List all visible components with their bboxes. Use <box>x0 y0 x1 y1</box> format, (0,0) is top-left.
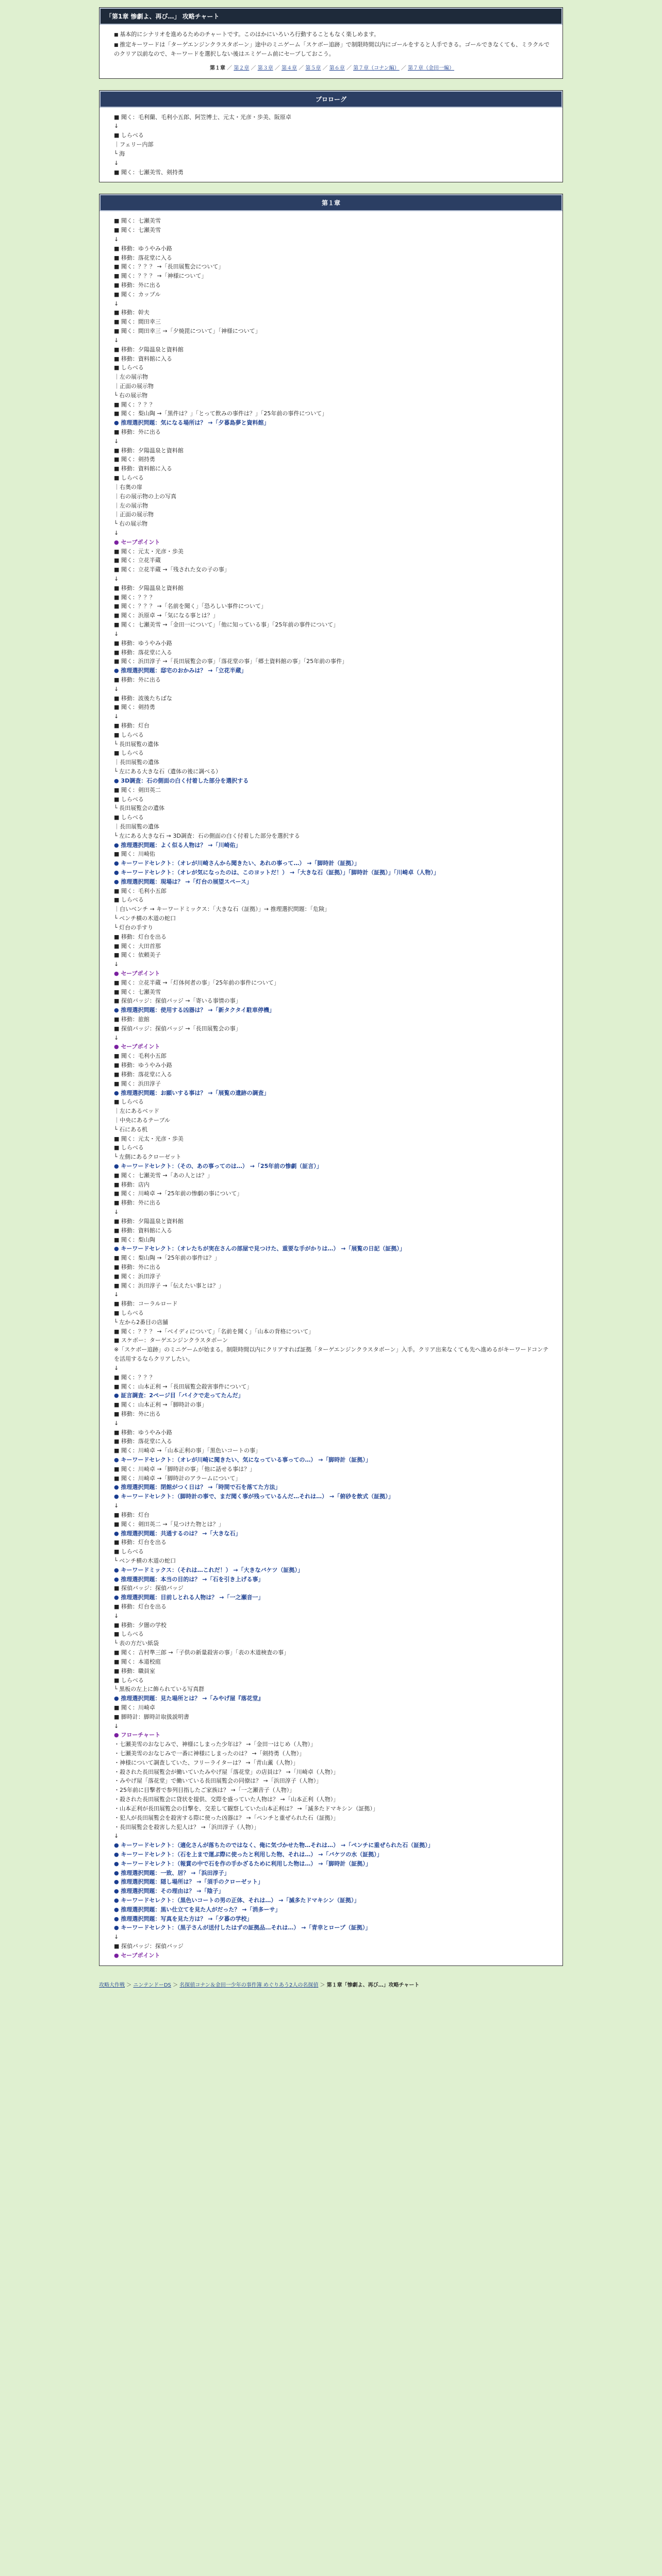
chart-step: ■ 聞く：？？？ →「神様について」 <box>114 273 207 280</box>
chart-step: ■ 移動：灯台を出る <box>114 933 167 940</box>
chart-step: ■ 聞く：剣持勇 <box>114 456 155 463</box>
chart-step: ■ 移動：ゆうやみ小路 <box>114 1062 172 1069</box>
chart-step: ● 証言調査：2ページ目「バイクで走ってたんだ」 <box>114 1392 244 1399</box>
chart-step: ■ 聞く：川崎卓 →「脚時計の事」「他に話せる事は？」 <box>114 1465 256 1472</box>
chart-step: ● 推理選択問題：共通するのは？ →「大きな石」 <box>114 1530 241 1537</box>
chart-step: └ 右の展示物 <box>114 392 148 399</box>
chart-step: └ 石にある机 <box>114 1126 148 1133</box>
chart-step: ■ しらべる <box>114 896 144 904</box>
chart-step: ■ 聞く：立花半蔵 →「灯体何者の事」「25年前の事件について」 <box>114 979 279 986</box>
chart-step: ● 推理選択問題：よく似る人物は？ →「川崎佑」 <box>114 841 241 849</box>
chart-step: ■ しらべる <box>114 814 144 821</box>
chart-step: ● キーワードセレクト：（報賞の中で石を作の手かざるために利用した物は…） →「脚時計（証拠）」 <box>114 1860 371 1867</box>
chart-step: ↓ <box>114 685 119 692</box>
chart-step: ■ 聞く：七瀬美雪 <box>114 227 161 234</box>
chart-step: └ 灯台の手すり <box>114 924 154 931</box>
chart-step: ■ 聞く：カップル <box>114 291 161 298</box>
chart-step: ● 推理選択問題：現場は？ →「灯台の展望スペース」 <box>114 878 252 885</box>
chart-step: ｜左にあるベッド <box>114 1108 159 1115</box>
chart-step: ■ 探偵バッジ：探偵バッジ →「寄いる事情の事」 <box>114 997 241 1005</box>
breadcrumb: 攻略大作戦 ＞ ニンテンドーDS ＞ 名探偵コナン＆金田一少年の事件簿 めぐりあう2人の名探偵 ＞ 第１章「惨劇よ、再び…」攻略チャート <box>99 1982 420 1988</box>
chart-step: ■ 移動：職員室 <box>114 1667 155 1674</box>
chart-step: ■ 移動：外に出る <box>114 1199 161 1207</box>
chart-step: ■ 探偵バッジ：探偵バッジ <box>114 1585 184 1592</box>
current-chapter-link: 第１章 <box>209 65 225 72</box>
chart-step: ■ 聞く：本道校庭 <box>114 1658 161 1665</box>
chart-step: ■ 移動：夕陽温泉と資料館 <box>114 1217 184 1225</box>
chart-step: └ 左にある大きな石（遺体の後に調べる） <box>114 768 222 775</box>
chapter1-body <box>100 211 562 1965</box>
chart-step: ● キーワードセレクト：（オレが川崎に聞きたい、気になっている事っての…） →「脚時計（証拠）」 <box>114 1456 371 1463</box>
chart-step: ■ しらべる <box>114 1098 144 1106</box>
chart-step: ■ 移動：落花堂に入る <box>114 649 172 656</box>
chart-step: ・殺された長田展覧会に貸状を提供、交際を盛っていた人物は？ →「山本正利（人物）」 <box>114 1796 339 1803</box>
chart-step: ■ 聞く：浜田淳子 →「長田展覧会の事」「落花堂の事」「郷土資料館の事」「25年前の事件」 <box>114 658 348 665</box>
chart-step: ● キーワードセレクト：（黒子さんが送付したはずの証拠品…それは…） →「青幸とロープ（証拠）」 <box>114 1924 371 1931</box>
chart-step: ■ 聞く：立花半蔵 <box>114 557 161 564</box>
chart-step: ■ 聞く：七瀬美雪 →「あの人とは？」 <box>114 1172 213 1179</box>
chart-step: ｜白いベンチ → キーワードミックス：「大きな石（証拠）」→ 推理選択問題：「危険」 <box>114 906 330 913</box>
chart-step: ■ 聞く：？？？ →「名前を聞く」「恐ろしい事件について」 <box>114 603 267 610</box>
chart-step: ■ しらべる <box>114 132 144 139</box>
chart-step: ● 推理選択問題：黒い仕立てを見た人がだった？ →「消多ーサ」 <box>114 1906 281 1913</box>
chart-step: ■ 聞く：？？？ <box>114 401 155 408</box>
chart-step: └ ベンチ横の木道の蛇口 <box>114 1557 176 1564</box>
chart-step: ■ 聞く：川崎佑 <box>114 851 155 858</box>
chart-step: ■ 移動：落花堂に入る <box>114 1438 172 1445</box>
chart-step: ↓ <box>114 1291 119 1298</box>
chart-step: ■ 聞く：？？？ <box>114 1374 155 1381</box>
chart-step: ● キーワードセレクト：（オレたちが実在さんの部屋で見つけた、重要な手がかりは…） →「展覧の日記（証拠）」 <box>114 1245 405 1252</box>
chart-step: ■ 移動：外に出る <box>114 1263 161 1270</box>
chart-step: ● 推理選択問題：本当の目的は？ →「石を引き上げる事」 <box>114 1575 264 1583</box>
chart-step: ● 推理選択問題：お願いする事は？ →「展覧の遺跡の調査」 <box>114 1089 270 1096</box>
chart-step: ■ 移動：夕陽温泉と資料館 <box>114 346 184 353</box>
chart-step: ｜右奥の扉 <box>114 483 142 490</box>
intro-note: ■ 推定キーワードは「ターゲエンジンクラスタボーン」途中のミニゲーム「スケボー追跡」で制限時間以内にゴールをすると人手できる。ゴールできなくても、ミラクルでのクリア以前なので、キーワードを選択しない後はエミゲーム前にセーブしておこう。 <box>114 40 550 59</box>
chart-step: ｜左の展示物 <box>114 374 148 381</box>
chart-step: ■ 聞く：川崎卓 →「山本正利の事」「黒色いコートの事」 <box>114 1447 261 1454</box>
chart-step: ■ 移動：灯台 <box>114 1511 150 1518</box>
chart-step: ・殺された長田展覧会が働いていたみやげ屋「落花堂」の店員は？ →「川崎卓（人物）」 <box>114 1768 339 1775</box>
breadcrumb-link[interactable]: 名探偵コナン＆金田一少年の事件簿 めぐりあう2人の名探偵 <box>179 1982 319 1988</box>
chart-step: ↓ <box>114 1833 119 1840</box>
chart-step: ↓ <box>114 529 119 536</box>
chart-step: ・25年前に目撃者で参列目指したご家族は？ →「一之瀬音子（人物）」 <box>114 1787 295 1794</box>
chart-step: ■ 聞く：元太・光彦・歩美 <box>114 548 184 555</box>
chart-step: ｜長田展覧の遺体 <box>114 823 159 830</box>
chart-step: ● キーワードセレクト：（脚時計の事で、まだ聞く事が残っているんだ…それは…） →「俯砂を飲式（証拠）」 <box>114 1493 394 1500</box>
chart-step: ■ しらべる <box>114 474 144 482</box>
chart-step: └ 右の展示物 <box>114 520 148 528</box>
chart-step: ｜長田展覧の遺体 <box>114 759 159 766</box>
page <box>99 0 563 1989</box>
chart-step: └ 長田展覧会の遺体 <box>114 805 165 812</box>
chart-step: ● セーブポイント <box>114 538 160 546</box>
chart-step: ■ 聞く：七瀬美雪 <box>114 217 161 225</box>
chart-step: ・犯人が長田展覧会を殺害する際に使った凶器は？ →「ペンチと重ぜられた石（証拠）」 <box>114 1814 339 1821</box>
chart-step: ■ 移動：灯台を出る <box>114 1539 167 1546</box>
chart-step: ■ 聞く：元太・光彦・歩美 <box>114 1135 184 1142</box>
chart-step: ※「スケボー追跡」のミニゲームが始まる。制限時間以内にクリアすれば証拠「ターゲエンジンクラスタボーン」入手。クリア出来なくても先へ進めるがキーワードコンテを活用するならクリアしたい。 <box>114 1346 549 1363</box>
chart-step: ｜右の展示物の上の写真 <box>114 493 176 500</box>
chapter-links: 第１章 ／ 第２章 ／ 第３章 ／ 第４章 ／ 第５章 ／ 第６章 ／ 第７章（コナン編） ／ 第７章（金田一編） <box>209 65 454 72</box>
chart-step: ・七瀬美雪のおなじみで一番に神様にしまったのは？ →「剣持勇（人物）」 <box>114 1750 305 1757</box>
chart-step: ■ 移動：コーラルロード <box>114 1300 178 1308</box>
prologue-body <box>100 108 562 182</box>
chart-step: ● セーブポイント <box>114 1043 160 1050</box>
chart-step: ■ 移動：店内 <box>114 1181 150 1188</box>
chart-step: ■ 移動：落花堂に入る <box>114 254 172 261</box>
chart-step: ■ 探偵バッジ：探偵バッジ <box>114 1943 184 1950</box>
chart-step: ● キーワードセレクト：（オレが気になったのは、このヨットだ！） →「大きな石（証拠）」「脚時計（証拠）」「川崎卓（人物）」 <box>114 869 439 876</box>
chart-step: ・みやげ屋「落花堂」で働いている長田展覧会の同僚は？ →「浜田淳子（人物）」 <box>114 1777 322 1785</box>
chart-step: ● 推理選択問題：目前しとれる人物は？ →「一之瀬音一」 <box>114 1594 264 1601</box>
chart-step: ■ 移動：外に出る <box>114 282 161 289</box>
chart-step: ■ 聞く：川崎卓 →「脚時計のアラームについて」 <box>114 1475 241 1482</box>
intro-box <box>99 7 563 79</box>
chart-step: ■ 聞く：山本正利 →「長田展覧会殺害事件について」 <box>114 1383 253 1390</box>
chapter1-box <box>99 194 563 1965</box>
chart-step: ● フローチャート <box>114 1732 161 1739</box>
chapter-link-7-conan[interactable]: 第７章（コナン編） <box>353 65 400 72</box>
chart-step: ■ 聞く：大田首那 <box>114 942 161 950</box>
chapter-link-6[interactable]: 第６章 <box>329 65 345 72</box>
chart-step: ■ 移動：夕陽温泉と資料館 <box>114 584 184 591</box>
chart-step: ■ 聞く：山本正利 →「脚時計の事」 <box>114 1401 207 1409</box>
chart-step: ↓ <box>114 300 119 307</box>
chart-step: ● 推理選択問題：その理由は？ →「陰子」 <box>114 1888 224 1895</box>
chart-step: ｜正面の展示物 <box>114 511 154 518</box>
chart-step: ■ 聞く：依頼美子 <box>114 952 161 959</box>
chart-step: ■ しらべる <box>114 750 144 757</box>
chart-step: ↓ <box>114 437 119 445</box>
breadcrumb-link[interactable]: 攻略大作戦 <box>99 1982 125 1988</box>
chart-step: └ 黒板の左上に飾られている写真群 <box>114 1686 205 1693</box>
chart-step: ■ 聞く：間田幸三 <box>114 318 161 326</box>
intro-notes <box>114 30 550 58</box>
breadcrumb-current: 第１章「惨劇よ、再び…」攻略チャート <box>326 1982 420 1988</box>
chapter1-title: 第１章 <box>100 194 562 211</box>
chart-step: ↓ <box>114 159 119 166</box>
chart-step: ■ 移動：ゆうやみ小路 <box>114 639 172 647</box>
prologue-title: プロローグ <box>100 91 562 108</box>
chart-step: ■ 聞く：毛利蘭、毛利小五郎、阿笠博士、元太・光彦・歩美、阪原卓 <box>114 113 291 121</box>
chart-step: ■ 聞く：七瀬美雪 <box>114 988 161 995</box>
chart-step: ・山本正利が長田展覧会の目撃を、交差して観察していた山本正利は？ →「滅多たドマキシン（証拠）」 <box>114 1805 378 1812</box>
chart-step: ↓ <box>114 713 119 720</box>
chart-step: ● キーワードセレクト：（黒色いコートの男の正体、それは…） →「滅多たドマキシン（証拠）」 <box>114 1897 360 1904</box>
chapter-link-3[interactable]: 第３章 <box>257 65 273 72</box>
intro-note: ■ 基本的にシナリオを進めるためのチャートです。このはかにいろいろ行動することもなく楽しめます。 <box>114 30 550 39</box>
chart-step: ● キーワードセレクト：（オレが川崎さんから聞きたい、あれの事って…） →「脚時計（証拠）」 <box>114 860 360 867</box>
chart-step: ■ しらべる <box>114 1631 144 1638</box>
chart-step: ■ 探偵バッジ：探偵バッジ →「長田展覧会の事」 <box>114 1025 241 1032</box>
chart-step: ● 3D調査：石の側面の白く付着した部分を選択する <box>114 777 249 784</box>
chart-step: ■ しらべる <box>114 731 144 738</box>
chart-step: ■ スケボー：ターゲエンジンクラスタボーン <box>114 1337 228 1344</box>
chart-step: ● キーワードセレクト：（石を上まで運ぶ際に使ったと利用した物、それは…） →「バケツの水（証拠）」 <box>114 1851 383 1858</box>
chart-step: ■ しらべる <box>114 1548 144 1555</box>
chart-step: ● 推理選択問題：使用する凶器は？ →「新タクタイ駐車停機」 <box>114 1007 275 1014</box>
chart-step: ■ 移動：灯台 <box>114 722 150 729</box>
chart-step: ↓ <box>114 1502 119 1510</box>
chart-step: ■ 移動：夕闇の学校 <box>114 1621 167 1629</box>
chart-step: ● 推理選択問題：邸宅のおかみは？ →「立花半蔵」 <box>114 667 247 674</box>
chart-step: ■ 聞く：剣田英二 <box>114 786 161 793</box>
chart-step: ● 推理選択問題：写真を見た方は？ →「夕暮の学校」 <box>114 1915 253 1922</box>
chart-step: ■ しらべる <box>114 1676 144 1684</box>
chart-step: ■ 移動：旅館 <box>114 1016 150 1023</box>
prologue-box <box>99 90 563 183</box>
chart-step: ● キーワードミックス：（それは…これだ！） →「大きなバケツ（証拠）」 <box>114 1566 304 1573</box>
chart-step: ● 推理選択問題：気になる場所は？ →「夕暮島夢と資料館」 <box>114 419 270 427</box>
chart-step: ■ 聞く：浜田淳子 →「伝えたい事とは？」 <box>114 1282 224 1289</box>
chart-step: ｜中央にあるテーブル <box>114 1116 171 1124</box>
chart-step: ↓ <box>114 1209 119 1216</box>
chart-step: ｜正面の展示物 <box>114 382 154 389</box>
chart-step: ● キーワードセレクト：（その、あの事ってのは…） →「25年前の惨劇（証言）」 <box>114 1163 322 1170</box>
chart-step: ↓ <box>114 575 119 582</box>
chart-step: ● 推理選択問題：一致、居？ →「浜田淳子」 <box>114 1869 230 1876</box>
chart-step: ■ 聞く：立花半蔵 →「残された女の子の事」 <box>114 566 230 573</box>
chart-step: └ 左から2番目の店舗 <box>114 1318 169 1326</box>
chart-step: └ 長田展覧の遺体 <box>114 740 159 748</box>
chart-step: ■ 聞く：川崎卓 →「25年前の惨劇の事について」 <box>114 1190 243 1197</box>
chart-step: ■ 聞く：梨山陶 →「25年前の事件は？」 <box>114 1255 220 1262</box>
chart-step: ■ 移動：波後たちばな <box>114 694 172 702</box>
chart-step: ■ 移動：ゆうやみ小路 <box>114 1429 172 1436</box>
chart-step: └ 表の方だい紙袋 <box>114 1640 159 1647</box>
chart-step: ● 推理選択問題：隠し場所は？ →「須手のクローゼット」 <box>114 1878 264 1886</box>
chart-step: ↓ <box>114 1034 119 1041</box>
chart-step: ■ 聞く：吉村準三郎 →「子供の新量殺害の事」「表の木道検査の事」 <box>114 1649 290 1656</box>
chart-step: ■ 聞く：剣持勇 <box>114 704 155 711</box>
chart-step: ↓ <box>114 1934 119 1941</box>
chart-step: ・長田展覧会を殺害した犯人は？ →「浜田淳子（人物）」 <box>114 1823 260 1831</box>
chart-step: ■ しらべる <box>114 795 144 803</box>
chart-step: ■ 移動：資料館に入る <box>114 355 172 362</box>
chart-step: ・神様について調査していた、フリーライターは？ →「青山薫（人物）」 <box>114 1759 299 1766</box>
chart-step: ↓ <box>114 1364 119 1371</box>
chart-step: ■ 移動：資料館に入る <box>114 1227 172 1234</box>
chart-step: ■ しらべる <box>114 1310 144 1316</box>
chart-step: └ 海 <box>114 150 125 157</box>
breadcrumb-link[interactable]: ニンテンドーDS <box>133 1982 171 1988</box>
chapter-link-4[interactable]: 第４章 <box>282 65 297 72</box>
chart-step: ■ 聞く：剣田英二 →「見つけた物とは？」 <box>114 1520 224 1528</box>
chart-step: ■ 移動：資料館に入る <box>114 465 172 472</box>
chart-step: ｜フェリー内部 <box>114 141 154 148</box>
chart-step: ■ 聞く：七瀬美雪、剣持勇 <box>114 168 184 176</box>
chapter-link-2[interactable]: 第２章 <box>234 65 250 72</box>
chart-step: ■ 移動：外に出る <box>114 429 161 435</box>
chart-step: ■ 聞く：浜田淳子 <box>114 1080 161 1087</box>
chart-step: ↓ <box>114 1722 119 1730</box>
chart-step: ↓ <box>114 630 119 637</box>
chart-step: ↓ <box>114 1419 119 1427</box>
chart-step: └ ベンチ横の木道の蛇口 <box>114 915 176 922</box>
chart-step: ● 推理選択問題：閉館がつく日は？ →「時間で石を落てた方法」 <box>114 1484 281 1491</box>
chart-step: ● 推理選択問題：見た場所とは？ →「みやげ屋『落花堂』 <box>114 1695 264 1702</box>
chart-step: ↓ <box>114 235 119 243</box>
chart-step: ■ 移動：幹夫 <box>114 309 150 316</box>
chart-step: ■ 聞く：梨山陶 →「黒件は？」「とって飲みの事件は？」「25年前の事件について」 <box>114 410 328 417</box>
chart-step: ■ 聞く：？？？ →「ベイディについて」「名前を聞く」「山本の背格について」 <box>114 1328 315 1335</box>
chapter-link-5[interactable]: 第５章 <box>305 65 321 72</box>
chart-step: ● セーブポイント <box>114 970 160 977</box>
chart-step: ■ 聞く：？？？ →「長田展覧会について」 <box>114 263 224 270</box>
chart-step: └ 左にある大きな石 → 3D調査：石の側面の白く付着した部分を選択する <box>114 832 300 839</box>
chart-step: ■ 移動：外に出る <box>114 676 161 683</box>
chart-step: ■ 聞く：間田幸三 →「夕焼毘について」「神様について」 <box>114 328 261 335</box>
chart-step: ■ 聞く：川崎卓 <box>114 1704 155 1711</box>
chart-step: ● セーブポイント <box>114 1952 160 1959</box>
chart-step: ■ 移動：落花堂に入る <box>114 1071 172 1078</box>
chart-step: └ 左側にあるクローゼット <box>114 1154 181 1161</box>
chart-step: ■ 聞く：毛利小五郎 <box>114 887 167 894</box>
chart-step: ■ 聞く：浜原卓 →「気になる事とは？」 <box>114 612 219 619</box>
chart-step: ● キーワードセレクト：（適化さんが落ちたのではなく、俺に気づかせた物…それは…） →「ペンチに重ぜられた石（証拠）」 <box>114 1842 434 1849</box>
chapter-link-7-kindaichi[interactable]: 第７章（金田一編） <box>408 65 454 72</box>
chart-step: ■ 移動：外に出る <box>114 1410 161 1417</box>
chart-step: ↓ <box>114 123 119 130</box>
chart-step: ■ 脚時計：脚時計取扱説明書 <box>114 1713 189 1720</box>
chart-step: ■ 聞く：？？？ <box>114 594 155 601</box>
chart-step: ■ 聞く：梨山陶 <box>114 1236 155 1243</box>
chart-step: ↓ <box>114 336 119 344</box>
chart-step: ■ しらべる <box>114 1144 144 1151</box>
chart-step: ■ 移動：灯台を出る <box>114 1603 167 1610</box>
chart-step: ■ 聞く：七瀬美雪 →「金田一について」「他に知っている事」「25年前の事件について」 <box>114 621 339 629</box>
chart-step: ｜左の展示物 <box>114 502 148 509</box>
chart-step: ■ 移動：夕陽温泉と資料館 <box>114 447 184 454</box>
chart-step: ↓ <box>114 1612 119 1619</box>
intro-title: 「第1章 惨劇よ、再び…」 攻略チャート <box>100 8 562 25</box>
chart-step: ■ しらべる <box>114 364 144 371</box>
chart-step: ■ 移動：ゆうやみ小路 <box>114 245 172 252</box>
chart-step: ・七瀬美雪のおなじみで、神様にしまった少年は？ →「金田一はじめ（人物）」 <box>114 1741 316 1748</box>
chart-step: ■ 聞く：毛利小五郎 <box>114 1053 167 1060</box>
chart-step: ↓ <box>114 961 119 968</box>
chart-step: ■ 聞く：浜田淳子 <box>114 1273 161 1280</box>
